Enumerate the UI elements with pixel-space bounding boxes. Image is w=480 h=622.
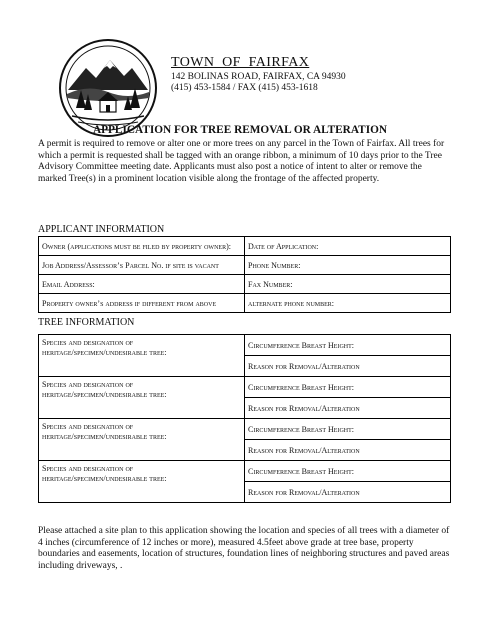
applicant-row (39, 237, 451, 256)
job-address-field[interactable]: Job Address/Assessor’s Parcel No. if site is vacant (39, 256, 245, 275)
owner-field[interactable]: Owner (applications must be filed by property owner): (39, 237, 245, 256)
applicant-row (39, 256, 451, 275)
circumference-field[interactable]: Circumference Breast Height: (245, 377, 451, 398)
reason-field[interactable]: Reason for Removal/Alteration (245, 356, 451, 377)
applicant-section-heading: APPLICANT INFORMATION (38, 224, 165, 235)
tree-species-field[interactable] (39, 461, 245, 503)
intro-paragraph: A permit is required to remove or alter one or more trees on any parcel in the Town of Fairfax. All trees for which a permit is requested shall be tagged with an orange ribbon, a minimum of 10 days prior to the Tree Advisory Committee meeting date. Applicants must also post a notice of intent to alter or remove the marked Tree(s) in a prominent location visible along the frontage of the affected property. (38, 139, 445, 184)
phone-number-field[interactable]: Phone Number: (245, 256, 451, 275)
site-plan-instructions: Please attached a site plan to this application showing the location and species of all trees with a diameter of 4 inches (circumference of 12 inches or more), measured 4.5feet above grade at tree base, property boundaries and easements, location of structures, foundation lines of neighboring structures and paved areas including driveways, . (38, 526, 450, 571)
town-name: TOWN OF FAIRFAX (171, 55, 310, 70)
tree-information-table (38, 334, 451, 503)
email-address-field[interactable]: Email Address: (39, 275, 245, 294)
reason-field[interactable]: Reason for Removal/Alteration (245, 440, 451, 461)
species-label-line1: Species and designation of (42, 464, 134, 473)
applicant-information-table (38, 236, 451, 313)
species-label-line1: Species and designation of (42, 380, 134, 389)
tree-species-field[interactable] (39, 335, 245, 377)
reason-field[interactable]: Reason for Removal/Alteration (245, 398, 451, 419)
applicant-row (39, 275, 451, 294)
alternate-phone-number-field[interactable]: alternate phone number: (245, 294, 451, 313)
town-seal-logo (58, 38, 158, 138)
tree-row (39, 419, 451, 440)
circumference-field[interactable]: Circumference Breast Height: (245, 335, 451, 356)
tree-row (39, 377, 451, 398)
species-label-line2: heritage/specimen/undesirable tree: (42, 432, 167, 441)
species-label-line1: Species and designation of (42, 338, 134, 347)
town-address: 142 BOLINAS ROAD, FAIRFAX, CA 94930 (171, 72, 346, 82)
applicant-row (39, 294, 451, 313)
town-phone-fax: (415) 453-1584 / FAX (415) 453-1618 (171, 83, 318, 93)
date-of-application-field[interactable]: Date of Application: (245, 237, 451, 256)
circumference-field[interactable]: Circumference Breast Height: (245, 461, 451, 482)
property-owner-address-field[interactable]: Property owner’s address if different from above (39, 294, 245, 313)
fax-number-field[interactable]: Fax Number: (245, 275, 451, 294)
tree-section-heading: TREE INFORMATION (38, 317, 135, 328)
reason-field[interactable]: Reason for Removal/Alteration (245, 482, 451, 503)
form-title: APPLICATION FOR TREE REMOVAL OR ALTERATION (92, 124, 388, 136)
circumference-field[interactable]: Circumference Breast Height: (245, 419, 451, 440)
species-label-line2: heritage/specimen/undesirable tree: (42, 348, 167, 357)
tree-species-field[interactable] (39, 419, 245, 461)
tree-row (39, 335, 451, 356)
tree-row (39, 461, 451, 482)
tree-species-field[interactable] (39, 377, 245, 419)
species-label-line1: Species and designation of (42, 422, 134, 431)
species-label-line2: heritage/specimen/undesirable tree: (42, 390, 167, 399)
species-label-line2: heritage/specimen/undesirable tree: (42, 474, 167, 483)
